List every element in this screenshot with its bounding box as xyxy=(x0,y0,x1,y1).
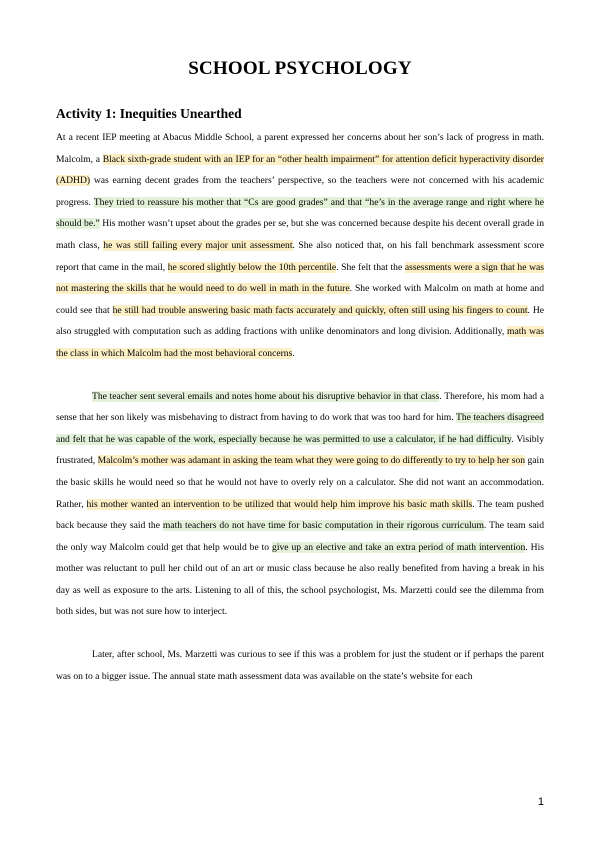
highlight-yellow: Malcolm’s mother was adamant in asking the team what they were going to do differently to try to help her son xyxy=(97,455,526,467)
paragraph-1 xyxy=(56,127,544,365)
document-body xyxy=(56,127,544,687)
text-run: . She also noticed that, on his fall benchmark assessment score report that came in the mail, xyxy=(56,239,544,273)
highlight-green: They tried to reassure his mother that “Cs are good grades” and that “he’s in the average range and right where he should be.” xyxy=(56,196,544,230)
document-title: SCHOOL PSYCHOLOGY xyxy=(188,58,412,79)
highlight-green: The teachers disagreed and felt that he was capable of the work, especially because he was permitted to use a calculator, if he had difficulty xyxy=(56,412,544,445)
text-run: . xyxy=(292,347,295,359)
text-run: was earning decent grades from the teachers’ perspective, so the teachers were not concerned with his academic progress. xyxy=(56,175,544,208)
text-run: . The team pushed back because they said the xyxy=(56,498,544,532)
text-run: At a recent IEP meeting at Abacus Middle School, a parent expressed her concerns about her son’s lack of progress in math. Malcolm, a xyxy=(56,132,544,165)
paragraph-3 xyxy=(56,644,544,687)
text-run: . Visibly frustrated, xyxy=(56,433,544,467)
text-run: . The team said the only way Malcolm could get that help would be to xyxy=(56,520,545,553)
highlight-yellow: his mother wanted an intervention to be utilized that would help him improve his basic math skills xyxy=(86,498,473,510)
text-run: His mother wasn’t upset about the grades per se, but she was concerned because despite his decent overall grade in math class, xyxy=(56,218,545,251)
text-run: . She felt that the xyxy=(336,261,405,273)
text-run: . He also struggled with computation such as adding fractions with unlike denominators and long division. Additionally, xyxy=(56,304,544,338)
activity-heading: Activity 1: Inequities Unearthed xyxy=(56,106,242,121)
text-run: gain the basic skills he would need so that he would not have to overly rely on a calculator. She did not want an accommodation. Rather, xyxy=(56,455,544,510)
highlight-green: give up an elective and take an extra period of math intervention xyxy=(272,541,526,553)
highlight-yellow: Black sixth-grade student with an IEP for an “other health impairment” for attention deficit hyperactivity disorder (ADHD) xyxy=(56,153,545,187)
paragraph-2 xyxy=(56,386,544,624)
text-run: . His mother was reluctant to pull her child out of an art or music class because he also really benefited from having a break in his day as well as exposure to the arts. Listening to all of this, the school psychologist, Ms. Marzetti could see the dilemma from both sides, but was not sure how to interject. xyxy=(56,541,544,618)
page-number: 1 xyxy=(537,796,544,808)
highlight-yellow: he was still failing every major unit assessment xyxy=(103,239,293,251)
highlight-yellow: math was the class in which Malcolm had the most behavioral concerns xyxy=(56,326,544,359)
highlight-green: The teacher sent several emails and notes home about his disruptive behavior in that class xyxy=(92,390,440,402)
highlight-yellow: he scored slightly below the 10th percentile xyxy=(167,261,337,273)
highlight-yellow: assessments were a sign that he was not mastering the skills that he would need to do well in math in the future xyxy=(56,261,544,295)
text-run: . Therefore, his mom had a sense that her son likely was misbehaving to distract from having to do work that was too hard for him. xyxy=(56,390,544,424)
text-run: . She worked with Malcolm on math at home and could see that xyxy=(56,283,544,316)
highlight-yellow: he still had trouble answering basic math facts accurately and quickly, often still using his fingers to count xyxy=(112,304,528,316)
text-run: Later, after school, Ms. Marzetti was curious to see if this was a problem for just the student or if perhaps the parent was on to a bigger issue. The annual state math assessment data was available on the state’s website for each xyxy=(56,649,544,682)
highlight-green: math teachers do not have time for basic computation in their rigorous curriculum xyxy=(162,520,484,532)
